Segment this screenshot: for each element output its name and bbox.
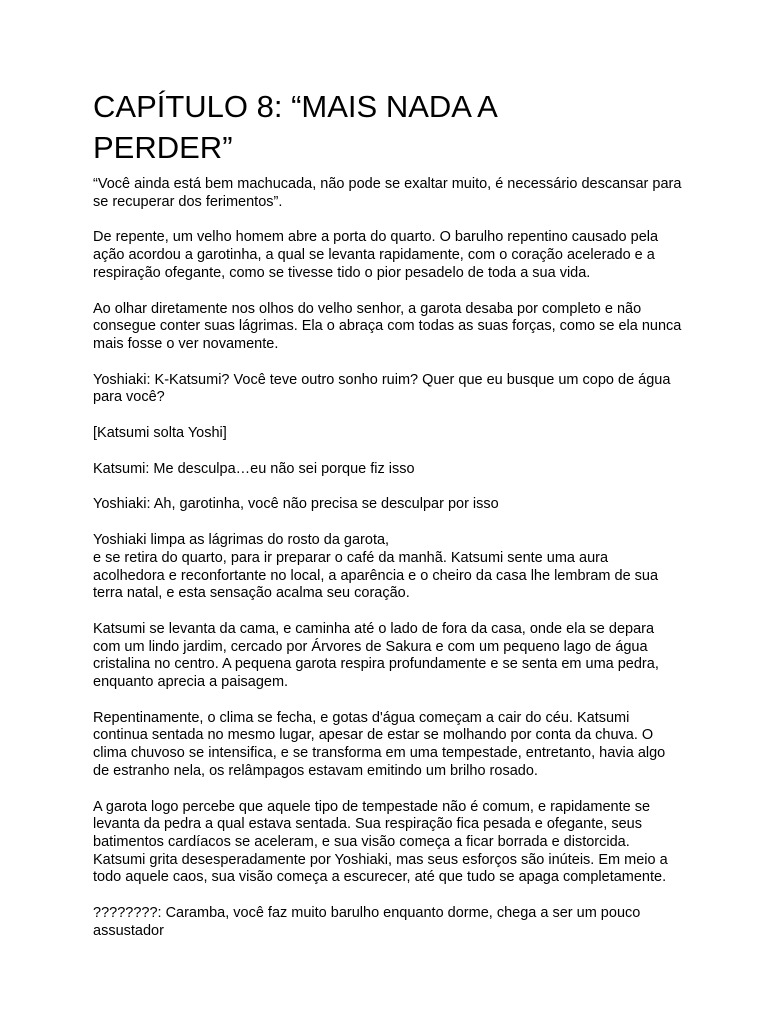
paragraph-7: Yoshiaki: Ah, garotinha, você não precisa se desculpar por isso: [93, 496, 499, 513]
paragraph-3: Ao olhar diretamente nos olhos do velho senhor, a garota desaba por completo e não consegue conter suas lágrimas. Ela o abraça com todas as suas forças, como se ela nunca mais fosse o ver novamente.: [93, 300, 682, 352]
paragraph-8-line-2: e se retira do quarto, para ir preparar o café da manhã. Katsumi sente uma aura acolhedora e reconfortante no local, a aparência e o cheiro da casa lhe lembram de sua terra natal, e esta sensação acalma seu coração.: [93, 549, 659, 602]
document-page: [93, 86, 683, 959]
paragraph-4: Yoshiaki: K-Katsumi? Você teve outro sonho ruim? Quer que eu busque um copo de água para você?: [93, 371, 671, 406]
paragraph-12: ????????: Caramba, você faz muito barulho enquanto dorme, chega a ser um pouco assustador: [93, 905, 641, 939]
chapter-title: [93, 86, 683, 168]
paragraph-1: “Você ainda está bem machucada, não pode se exaltar muito, é necessário descansar para se recuperar dos ferimentos”.: [93, 176, 682, 210]
chapter-title-line-2: PERDER”: [93, 130, 233, 165]
paragraph-9: Katsumi se levanta da cama, e caminha até o lado de fora da casa, onde ela se depara com um lindo jardim, cercado por Árvores de Sakura e com um pequeno lago de água cristalina no centro. A pequena garota respira profundamente e se senta em uma pedra, enquanto aprecia a paisagem.: [93, 620, 659, 691]
paragraph-11: A garota logo percebe que aquele tipo de tempestade não é comum, e rapidamente se levanta da pedra a qual estava sentada. Sua respiração fica pesada e ofegante, seus batimentos cardíacos se aceleram, e sua visão começa a ficar borrada e distorcida. Katsumi grita desesperadamente por Yoshiaki, mas seus esforços são inúteis. Em meio a todo aquele caos, sua visão começa a escurecer, até que tudo se apaga completamente.: [93, 798, 668, 886]
paragraph-10: Repentinamente, o clima se fecha, e gotas d'água começam a cair do céu. Katsumi continua sentada no mesmo lugar, apesar de estar se molhando por conta da chuva. O clima chuvoso se intensifica, e se transforma em uma tempestade, entretanto, havia algo de estranho nela, os relâmpagos estavam emitindo um brilho rosado.: [93, 709, 666, 779]
paragraph-8-line-1: Yoshiaki limpa as lágrimas do rosto da garota,: [93, 532, 390, 549]
chapter-title-line-1: CAPÍTULO 8: “MAIS NADA A: [93, 89, 498, 124]
paragraph-5: [Katsumi solta Yoshi]: [93, 425, 227, 442]
paragraph-2: De repente, um velho homem abre a porta do quarto. O barulho repentino causado pela ação acordou a garotinha, a qual se levanta rapidamente, com o coração acelerado e a respiração ofegante, como se tivesse tido o pior pesadelo de toda a sua vida.: [93, 229, 659, 281]
paragraph-8: [93, 532, 683, 603]
paragraph-6: Katsumi: Me desculpa…eu não sei porque fiz isso: [93, 460, 415, 477]
